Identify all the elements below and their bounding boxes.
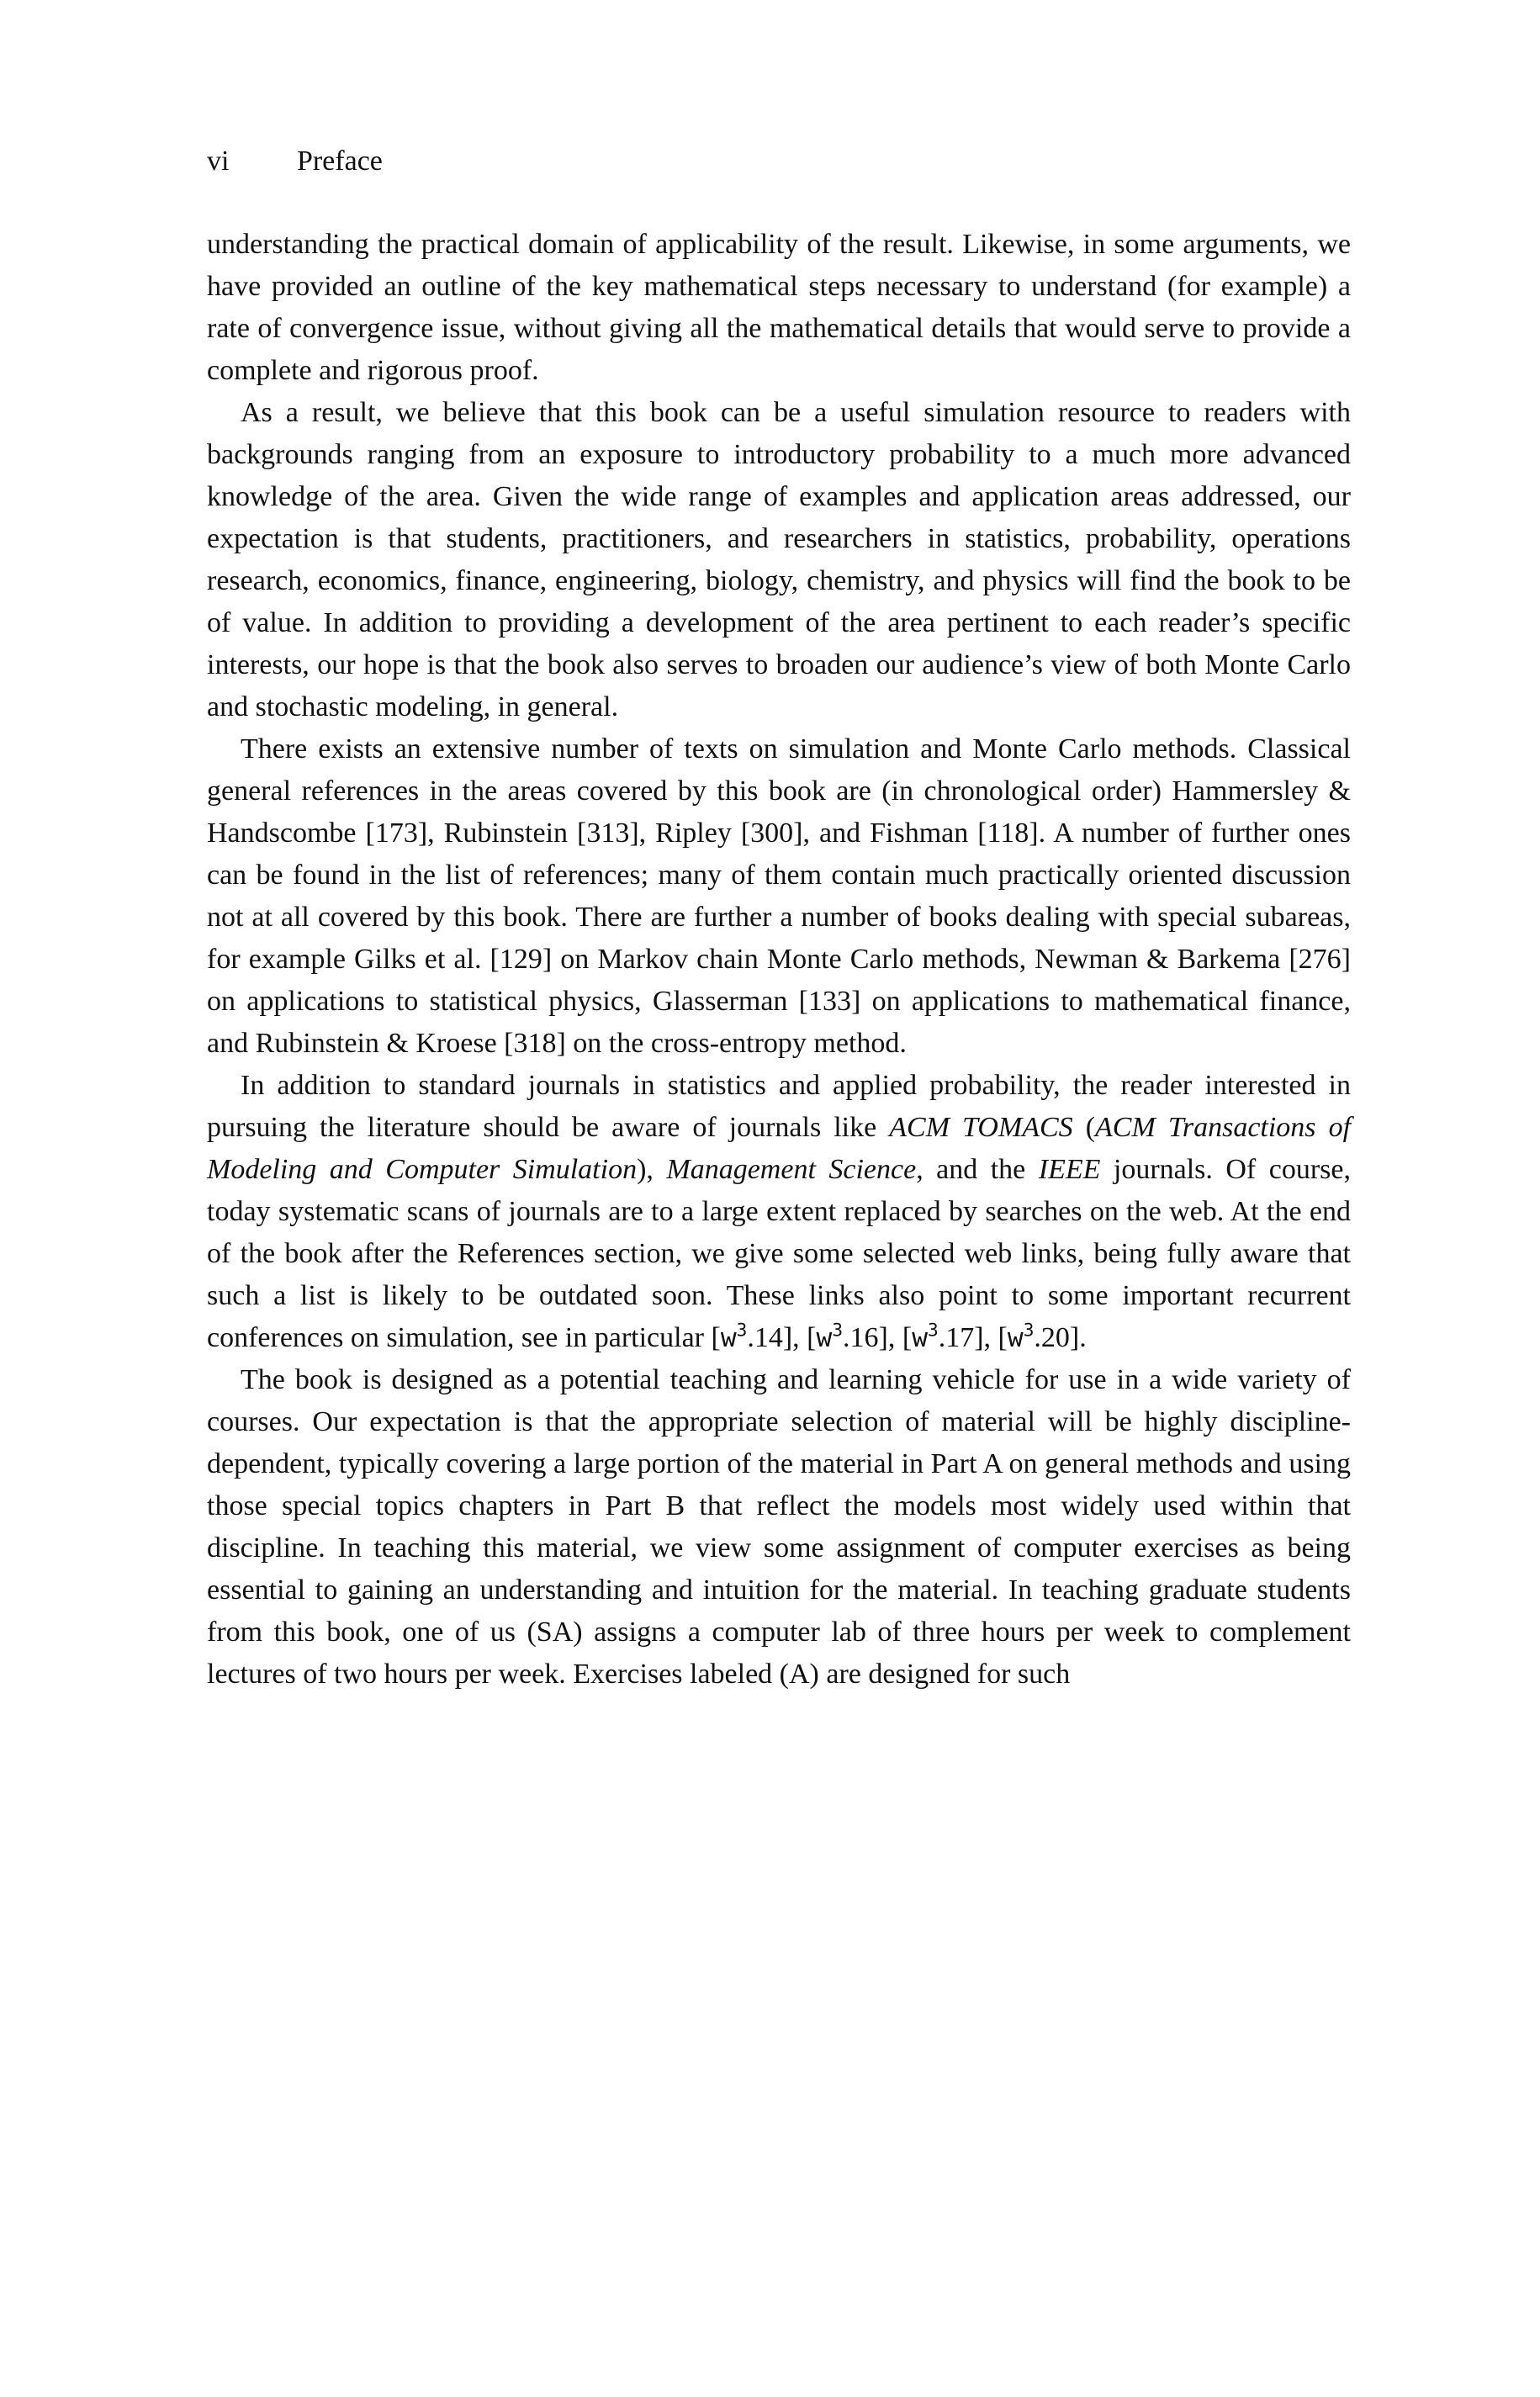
italic-text: IEEE bbox=[1038, 1154, 1101, 1185]
body-text: .16], [ bbox=[843, 1322, 913, 1353]
body-text: As a result, we believe that this book can be a useful simulation resource to readers with backgrounds ranging from an exposure to introductory probability to a much more advanced knowledge of the area. Given the wide range of examples and application areas addressed, our expectation is that students, practitioners, and researchers in statistics, probability, operations research, economics, finance, engineering, biology, chemistry, and physics will find the book to be of value. In addition to providing a development of the area pertinent to each reader’s specific interests, our hope is that the book also serves to broaden our audience’s view of both Monte Carlo and stochastic modeling, in general. bbox=[207, 397, 1351, 722]
paragraph bbox=[207, 224, 1351, 392]
body-text: .20]. bbox=[1034, 1322, 1087, 1353]
body-text: ), bbox=[637, 1154, 667, 1185]
mono-text: w bbox=[1007, 1323, 1024, 1353]
body-text: journals. Of course, today systematic scans of journals are to a large extent replaced by searches on the web. At the end of the book after the References section, we give some selected web links, being fully aware that such a list is likely to be outdated soon. These links also point to some important recurrent conferences on simulation, see in particular [ bbox=[207, 1154, 1351, 1353]
body-text: The book is designed as a potential teaching and learning vehicle for use in a wide variety of courses. Our expectation is that the appropriate selection of material will be highly discipline-dependent, typically covering a large portion of the material in Part A on general methods and using those special topics chapters in Part B that reflect the models most widely used within that discipline. In teaching this material, we view some assignment of computer exercises as being essential to gaining an understanding and intuition for the material. In teaching graduate students from this book, one of us (SA) assigns a computer lab of three hours per week to complement lectures of two hours per week. Exercises labeled (A) are designed for such bbox=[207, 1364, 1351, 1690]
header-title: Preface bbox=[296, 146, 383, 177]
italic-text: ACM TOMACS bbox=[889, 1112, 1073, 1143]
body-text: .17], [ bbox=[938, 1322, 1008, 1353]
body-text: ( bbox=[1072, 1112, 1096, 1143]
mono-text: w bbox=[912, 1323, 929, 1353]
paragraph bbox=[207, 392, 1351, 728]
italic-text: Management Science bbox=[666, 1154, 917, 1185]
text-block bbox=[207, 224, 1351, 1696]
running-header bbox=[207, 145, 383, 178]
mono-text: 3 bbox=[928, 1319, 939, 1341]
page-number: vi bbox=[207, 146, 230, 177]
body-text: .14], [ bbox=[747, 1322, 817, 1353]
italic-text: ACM Transactions of Modeling and Computer Simulation bbox=[207, 1112, 1352, 1185]
mono-text: 3 bbox=[1023, 1319, 1035, 1341]
mono-text: 3 bbox=[736, 1319, 748, 1341]
paragraph bbox=[207, 1359, 1351, 1696]
body-text: In addition to standard journals in statistics and applied probability, the reader interested in pursuing the literature should be aware of journals like bbox=[207, 1070, 1351, 1143]
body-text: , and the bbox=[916, 1154, 1039, 1185]
mono-text: 3 bbox=[832, 1319, 844, 1341]
paragraph bbox=[207, 728, 1351, 1065]
paragraph bbox=[207, 1065, 1351, 1359]
mono-text: w bbox=[720, 1323, 737, 1353]
mono-text: w bbox=[816, 1323, 833, 1353]
body-text: There exists an extensive number of texts on simulation and Monte Carlo methods. Classical general references in the areas covered by this book are (in chronological order) Hammersley & Handscombe [173], Rubinstein [313], Ripley [300], and Fishman [118]. A number of further ones can be found in the list of references; many of them contain much practically oriented discussion not at all covered by this book. There are further a number of books dealing with special subareas, for example Gilks et al. [129] on Markov chain Monte Carlo methods, Newman & Barkema [276] on applications to statistical physics, Glasserman [133] on applications to mathematical finance, and Rubinstein & Kroese [318] on the cross-entropy method. bbox=[207, 733, 1351, 1059]
body-text: understanding the practical domain of applicability of the result. Likewise, in some arguments, we have provided an outline of the key mathematical steps necessary to understand (for example) a rate of convergence issue, without giving all the mathematical details that would serve to provide a complete and rigorous proof. bbox=[207, 229, 1351, 386]
